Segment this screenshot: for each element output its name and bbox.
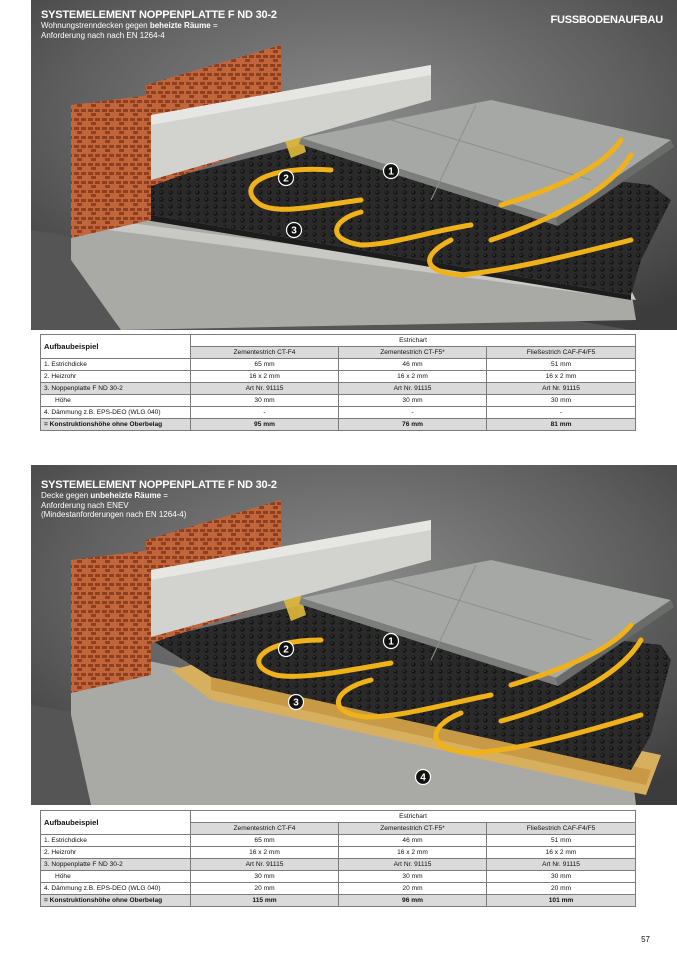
svg-text:1: 1 [388,166,394,178]
column-header: Fließestrich CAF-F4/F5 [487,347,636,359]
column-header: Zementestrich CT-F4 [191,823,339,835]
svg-text:3: 3 [293,697,299,709]
svg-text:2: 2 [283,644,289,656]
panel-subtitle-line-2: Anforderung nach nach EN 1264-4 [41,30,165,40]
panel-heading-1 [41,11,277,40]
construction-table-1 [40,334,636,431]
floor-construction-panel-1 [31,0,677,330]
panel-title-2: SYSTEMELEMENT NOPPENPLATTE F ND 30-2 [41,479,277,491]
marker-1 [384,634,399,649]
table-row: 2. Heizrohr 16 x 2 mm 16 x 2 mm 16 x 2 mm [41,847,636,859]
marker-2 [279,642,294,657]
marker-3 [287,223,302,238]
table-row: 3. Noppenplatte F ND 30-2 Art Nr. 91115 Art Nr. 91115 Art Nr. 91115 [41,859,636,871]
column-header: Zementestrich CT-F5* [339,823,487,835]
table-row: 1. Estrichdicke 65 mm 46 mm 51 mm [41,835,636,847]
floor-illustration-1 [31,0,677,330]
marker-2 [279,171,294,186]
row-header: Aufbaubeispiel [41,335,191,359]
marker-3 [289,695,304,710]
svg-text:2: 2 [283,173,289,185]
table-row-total: = Konstruktionshöhe ohne Oberbelag 95 mm 76 mm 81 mm [41,419,636,431]
column-header: Zementestrich CT-F4 [191,347,339,359]
marker-1 [384,164,399,179]
svg-text:4: 4 [420,772,426,784]
table-row: 1. Estrichdicke 65 mm 46 mm 51 mm [41,359,636,371]
panel-heading-2 [41,481,277,520]
table-row: 4. Dämmung z.B. EPS-DEO (WLG 040) 20 mm 20 mm 20 mm [41,883,636,895]
svg-text:1: 1 [388,636,394,648]
panel-subtitle-line-1: Decke gegen unbeheizte Räume = [41,491,168,501]
table-row: Höhe 30 mm 30 mm 30 mm [41,395,636,407]
group-header: Estrichart [191,811,636,823]
row-header: Aufbaubeispiel [41,811,191,835]
panel-subtitle-line-2: Anforderung nach ENEV [41,500,129,510]
panel-subtitle-line-1: Wohnungstrenndecken gegen beheizte Räume = [41,21,218,31]
floor-construction-panel-2 [31,465,677,805]
table-row: 2. Heizrohr 16 x 2 mm 16 x 2 mm 16 x 2 mm [41,371,636,383]
svg-text:3: 3 [291,225,297,237]
panel-title-1: SYSTEMELEMENT NOPPENPLATTE F ND 30-2 [41,9,277,21]
table-row: Höhe 30 mm 30 mm 30 mm [41,871,636,883]
page-number: 57 [641,935,650,944]
table-row: 3. Noppenplatte F ND 30-2 Art Nr. 91115 Art Nr. 91115 Art Nr. 91115 [41,383,636,395]
column-header: Fließestrich CAF-F4/F5 [487,823,636,835]
table-row: 4. Dämmung z.B. EPS-DEO (WLG 040) - - - [41,407,636,419]
column-header: Zementestrich CT-F5* [339,347,487,359]
table-row-total: = Konstruktionshöhe ohne Oberbelag 115 mm 96 mm 101 mm [41,895,636,907]
section-label: FUSSBODENAUFBAU [550,14,663,26]
panel-subtitle-line-3: (Mindestanforderungen nach EN 1264-4) [41,510,187,520]
construction-table-2 [40,810,636,907]
marker-4 [416,770,431,785]
group-header: Estrichart [191,335,636,347]
